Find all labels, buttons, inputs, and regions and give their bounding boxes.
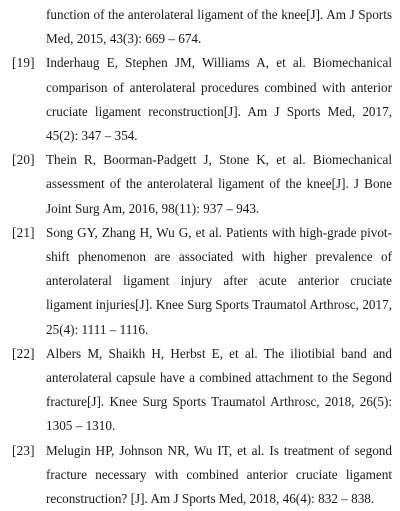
reference-number: [19] bbox=[12, 55, 35, 71]
reference-text: Thein R, Boorman-Padgett J, Stone K, et al. Biomechanical assessment of the anterolateral ligament of the knee[J]. J Bone Joint Surg Am, 2016, 98(11): 937 – 943. bbox=[46, 152, 392, 216]
reference-text: Albers M, Shaikh H, Herbst E, et al. The iliotibial band and anterolateral capsule have a combined attachment to the Segond fracture[J]. Knee Surg Sports Traumatol Arthrosc, 2018, 26(5): 1305 – 1310. bbox=[46, 345, 392, 434]
reference-number: [21] bbox=[12, 224, 35, 240]
reference-text: function of the anterolateral ligament of the knee[J]. Am J Sports Med, 2015, 43(3): 669 – 674. bbox=[46, 7, 392, 47]
reference-item-19 bbox=[12, 51, 392, 148]
reference-number: [20] bbox=[12, 152, 35, 168]
reference-item-21 bbox=[12, 221, 392, 342]
reference-number: [23] bbox=[12, 442, 35, 458]
reference-item-22 bbox=[12, 342, 392, 439]
reference-text: Melugin HP, Johnson NR, Wu IT, et al. Is treatment of segond fracture necessary with combined anterior cruciate ligament reconstruction? [J]. Am J Sports Med, 2018, 46(4): 832 – 838. bbox=[46, 442, 392, 507]
reference-item-23 bbox=[12, 439, 392, 511]
reference-item-18-continuation bbox=[12, 3, 392, 51]
reference-text: Inderhaug E, Stephen JM, Williams A, et al. Biomechanical comparison of anterolateral procedures combined with anterior cruciate ligament reconstruction[J]. Am J Sports Med, 2017, 45(2): 347 – 354. bbox=[46, 55, 392, 144]
reference-text: Song GY, Zhang H, Wu G, et al. Patients with high-grade pivot-shift phenomenon are associated with higher prevalence of anterolateral ligament injury after acute anterior cruciate ligament injuries[J]. Knee Surg Sports Traumatol Arthrosc, 2017, 25(4): 1111 – 1116. bbox=[46, 224, 392, 337]
reference-number: [22] bbox=[12, 345, 35, 361]
reference-item-20 bbox=[12, 148, 392, 221]
reference-list bbox=[12, 3, 392, 511]
